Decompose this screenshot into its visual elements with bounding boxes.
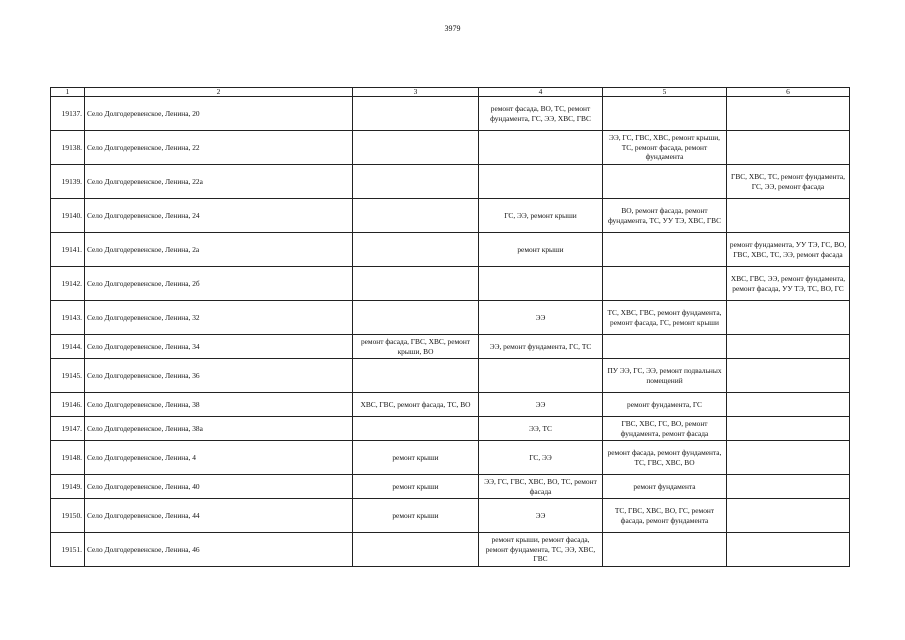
address-cell: Село Долгодеревенское, Ленина, 22а <box>85 165 353 199</box>
address-cell: Село Долгодеревенское, Ленина, 38а <box>85 417 353 441</box>
works-cell: ремонт крыши <box>353 441 479 475</box>
address-cell: Село Долгодеревенское, Ленина, 46 <box>85 533 353 567</box>
column-header: 1 <box>51 88 85 97</box>
works-cell: ХВС, ГВС, ЭЭ, ремонт фундамента, ремонт фасада, УУ ТЭ, ТС, ВО, ГС <box>727 267 850 301</box>
works-cell <box>479 131 603 165</box>
works-table <box>50 87 850 567</box>
works-cell: ремонт крыши <box>353 475 479 499</box>
works-cell <box>353 131 479 165</box>
works-cell <box>727 499 850 533</box>
works-cell <box>727 131 850 165</box>
works-cell <box>603 165 727 199</box>
works-cell <box>727 475 850 499</box>
works-cell: ГС, ЭЭ <box>479 441 603 475</box>
table-row <box>51 267 850 301</box>
address-cell: Село Долгодеревенское, Ленина, 32 <box>85 301 353 335</box>
address-cell: Село Долгодеревенское, Ленина, 2б <box>85 267 353 301</box>
works-cell <box>479 267 603 301</box>
works-cell <box>727 199 850 233</box>
works-cell <box>727 393 850 417</box>
works-cell <box>353 359 479 393</box>
works-cell: ремонт крыши <box>353 499 479 533</box>
works-cell: ремонт крыши, ремонт фасада, ремонт фундамента, ТС, ЭЭ, ХВС, ГВС <box>479 533 603 567</box>
works-cell: ЭЭ <box>479 301 603 335</box>
address-cell: Село Долгодеревенское, Ленина, 22 <box>85 131 353 165</box>
row-number: 19145. <box>51 359 85 393</box>
works-cell: ремонт фасада, ГВС, ХВС, ремонт крыши, ВО <box>353 335 479 359</box>
works-cell <box>353 199 479 233</box>
table-row <box>51 393 850 417</box>
works-cell: ВО, ремонт фасада, ремонт фундамента, ТС, УУ ТЭ, ХВС, ГВС <box>603 199 727 233</box>
row-number: 19147. <box>51 417 85 441</box>
table-row <box>51 301 850 335</box>
works-cell <box>353 533 479 567</box>
works-cell: ЭЭ, ремонт фундамента, ГС, ТС <box>479 335 603 359</box>
works-cell <box>603 97 727 131</box>
row-number: 19141. <box>51 233 85 267</box>
column-header: 6 <box>727 88 850 97</box>
row-number: 19143. <box>51 301 85 335</box>
address-cell: Село Долгодеревенское, Ленина, 34 <box>85 335 353 359</box>
table-row <box>51 417 850 441</box>
works-cell: ремонт фундамента, ГС <box>603 393 727 417</box>
works-cell: ГВС, ХВС, ГС, ВО, ремонт фундамента, ремонт фасада <box>603 417 727 441</box>
address-cell: Село Долгодеревенское, Ленина, 2а <box>85 233 353 267</box>
works-cell <box>353 417 479 441</box>
row-number: 19138. <box>51 131 85 165</box>
works-cell: ЭЭ <box>479 393 603 417</box>
works-cell <box>603 533 727 567</box>
works-cell: ремонт фасада, ВО, ТС, ремонт фундамента, ГС, ЭЭ, ХВС, ГВС <box>479 97 603 131</box>
row-number: 19146. <box>51 393 85 417</box>
row-number: 19149. <box>51 475 85 499</box>
address-cell: Село Долгодеревенское, Ленина, 40 <box>85 475 353 499</box>
works-cell <box>727 335 850 359</box>
works-cell <box>727 441 850 475</box>
works-cell <box>603 233 727 267</box>
row-number: 19140. <box>51 199 85 233</box>
works-cell <box>727 533 850 567</box>
page-number: 3979 <box>444 24 461 33</box>
works-cell: ремонт фасада, ремонт фундамента, ТС, ГВС, ХВС, ВО <box>603 441 727 475</box>
works-cell: ремонт крыши <box>479 233 603 267</box>
works-cell <box>727 359 850 393</box>
row-number: 19148. <box>51 441 85 475</box>
works-cell <box>727 417 850 441</box>
works-cell <box>603 267 727 301</box>
address-cell: Село Долгодеревенское, Ленина, 20 <box>85 97 353 131</box>
column-header: 2 <box>85 88 353 97</box>
table-row <box>51 475 850 499</box>
works-cell: ТС, ГВС, ХВС, ВО, ГС, ремонт фасада, ремонт фундамента <box>603 499 727 533</box>
row-number: 19137. <box>51 97 85 131</box>
works-cell <box>353 233 479 267</box>
works-cell <box>353 267 479 301</box>
works-cell <box>603 335 727 359</box>
works-cell: ЭЭ, ТС <box>479 417 603 441</box>
table-row <box>51 441 850 475</box>
column-header: 4 <box>479 88 603 97</box>
works-cell: ГВС, ХВС, ТС, ремонт фундамента, ГС, ЭЭ, ремонт фасада <box>727 165 850 199</box>
works-cell <box>479 165 603 199</box>
works-cell: ЭЭ, ГС, ГВС, ХВС, ремонт крыши, ТС, ремонт фасада, ремонт фундамента <box>603 131 727 165</box>
row-number: 19142. <box>51 267 85 301</box>
table-row <box>51 131 850 165</box>
works-cell: ЭЭ, ГС, ГВС, ХВС, ВО, ТС, ремонт фасада <box>479 475 603 499</box>
address-cell: Село Долгодеревенское, Ленина, 24 <box>85 199 353 233</box>
table-row <box>51 533 850 567</box>
works-cell: ремонт фундамента <box>603 475 727 499</box>
works-cell <box>727 301 850 335</box>
works-cell <box>479 359 603 393</box>
address-cell: Село Долгодеревенское, Ленина, 4 <box>85 441 353 475</box>
address-cell: Село Долгодеревенское, Ленина, 38 <box>85 393 353 417</box>
column-header: 3 <box>353 88 479 97</box>
table-row <box>51 233 850 267</box>
table-row <box>51 499 850 533</box>
table-row <box>51 165 850 199</box>
column-header: 5 <box>603 88 727 97</box>
works-cell <box>353 301 479 335</box>
table-row <box>51 199 850 233</box>
address-cell: Село Долгодеревенское, Ленина, 44 <box>85 499 353 533</box>
works-cell: ЭЭ <box>479 499 603 533</box>
works-cell: ремонт фундамента, УУ ТЭ, ГС, ВО, ГВС, ХВС, ТС, ЭЭ, ремонт фасада <box>727 233 850 267</box>
works-cell: ГС, ЭЭ, ремонт крыши <box>479 199 603 233</box>
address-cell: Село Долгодеревенское, Ленина, 36 <box>85 359 353 393</box>
table-row <box>51 359 850 393</box>
works-cell: ХВС, ГВС, ремонт фасада, ТС, ВО <box>353 393 479 417</box>
table-row <box>51 335 850 359</box>
works-cell: ПУ ЭЭ, ГС, ЭЭ, ремонт подвальных помещений <box>603 359 727 393</box>
row-number: 19150. <box>51 499 85 533</box>
works-cell <box>353 165 479 199</box>
row-number: 19139. <box>51 165 85 199</box>
row-number: 19144. <box>51 335 85 359</box>
row-number: 19151. <box>51 533 85 567</box>
works-cell <box>353 97 479 131</box>
table-row <box>51 97 850 131</box>
header-row <box>51 88 850 97</box>
works-cell: ТС, ХВС, ГВС, ремонт фундамента, ремонт фасада, ГС, ремонт крыши <box>603 301 727 335</box>
works-cell <box>727 97 850 131</box>
